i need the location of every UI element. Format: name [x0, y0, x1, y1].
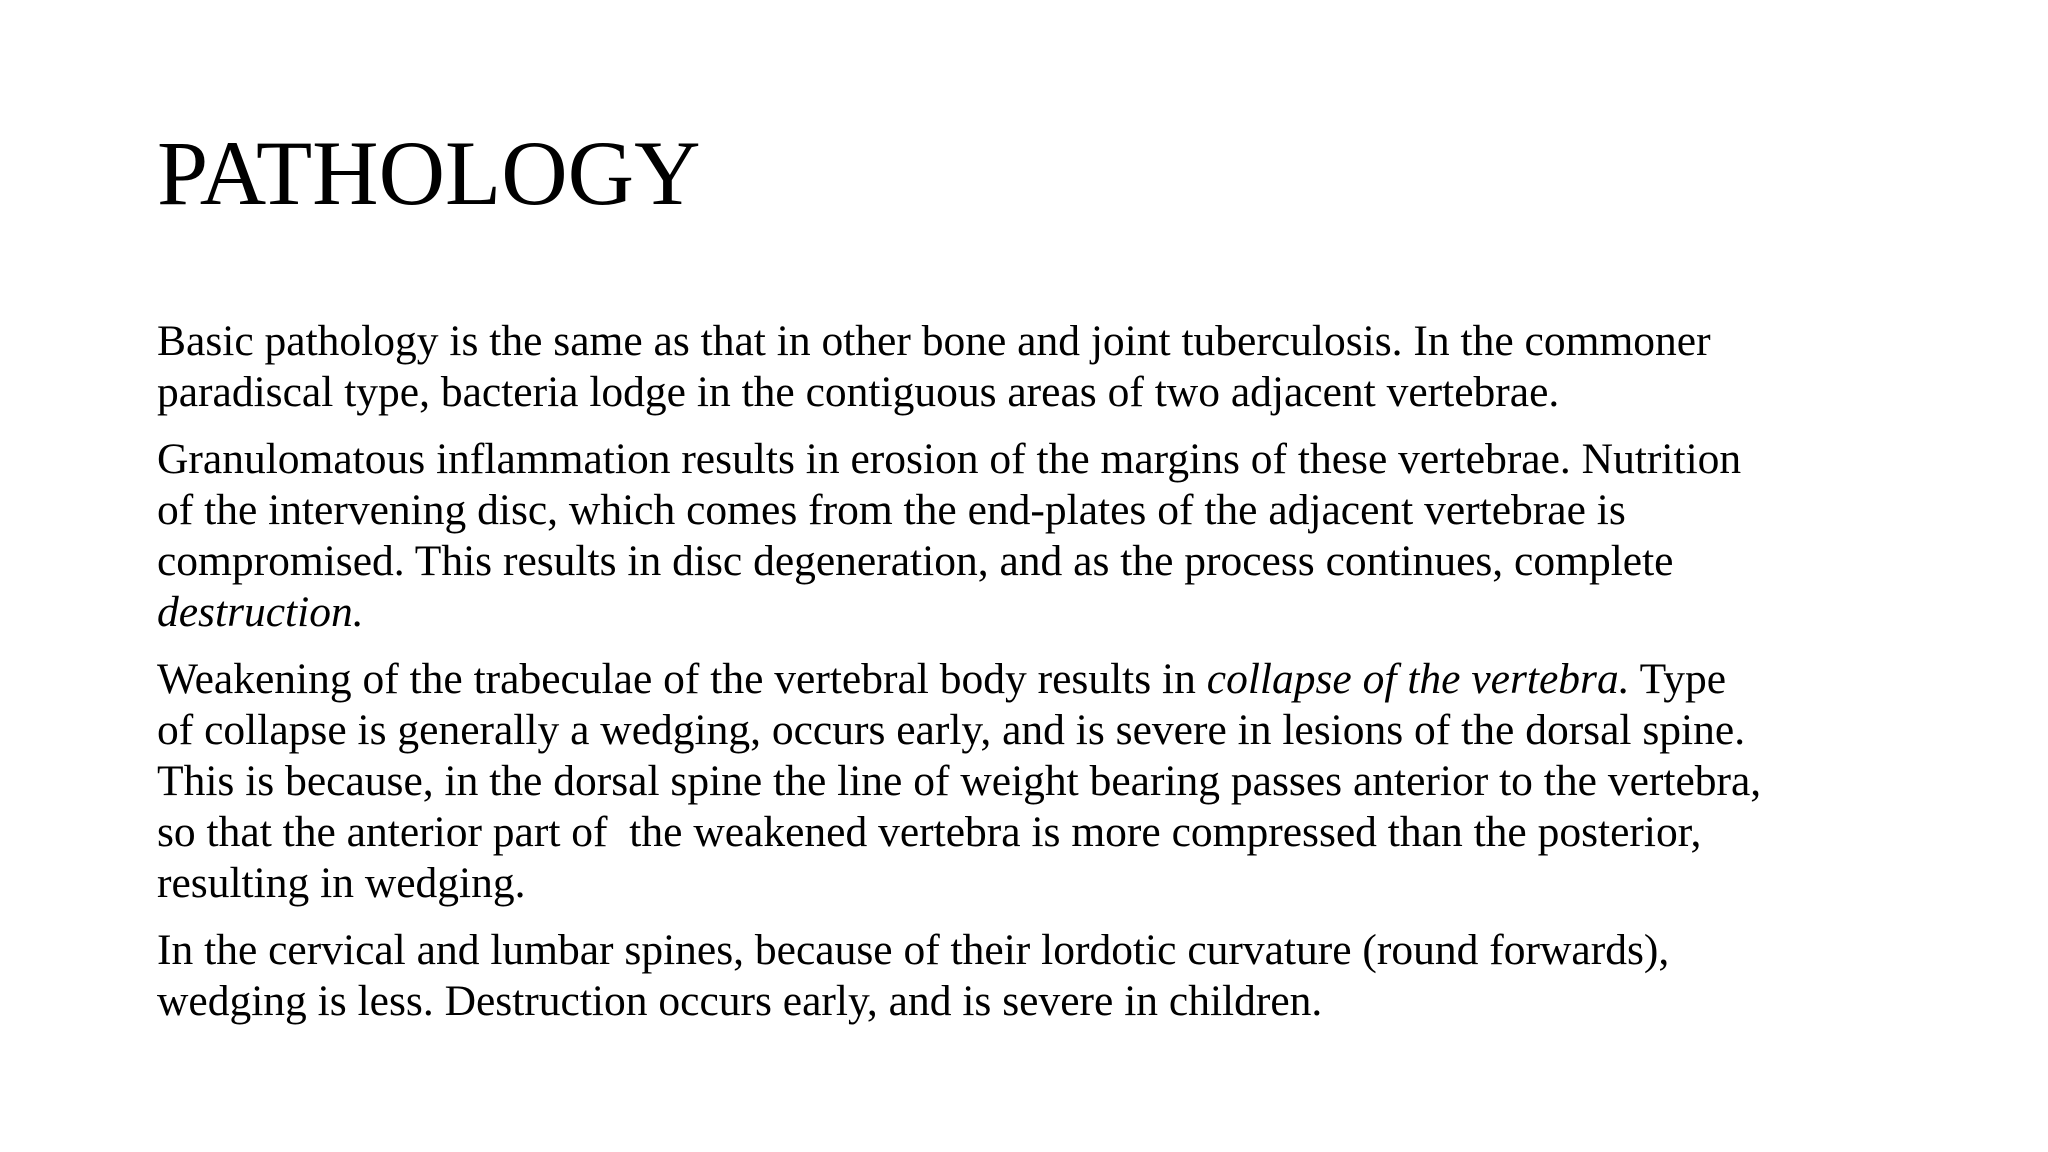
text-run: of the intervening disc, which comes from the end-plates of the adjacent vertebrae is — [157, 486, 1626, 534]
paragraph — [157, 925, 1917, 1027]
slide-title: PATHOLOGY — [157, 122, 701, 224]
text-line — [157, 536, 1917, 587]
text-run: Type — [1629, 655, 1727, 703]
text-line — [157, 976, 1917, 1027]
text-run: so that the anterior part of the weakened vertebra is more compressed than the posterior, — [157, 808, 1702, 856]
text-line — [157, 434, 1917, 485]
italic-text-run: destruction. — [157, 588, 364, 636]
italic-text-run: collapse of the vertebra. — [1206, 655, 1630, 703]
text-line — [157, 705, 1917, 756]
text-line — [157, 858, 1917, 909]
text-line — [157, 367, 1917, 418]
text-run: compromised. This results in disc degeneration, and as the process continues, complete — [157, 537, 1674, 585]
text-line — [157, 587, 1917, 638]
text-run: of collapse is generally a wedging, occurs early, and is severe in lesions of the dorsal spine. — [157, 706, 1746, 754]
text-line — [157, 756, 1917, 807]
text-line — [157, 807, 1917, 858]
paragraph — [157, 434, 1917, 638]
text-run: Weakening of the trabeculae of the vertebral body results in — [157, 655, 1207, 703]
text-run: In the cervical and lumbar spines, because of their lordotic curvature (round forwards), — [157, 926, 1670, 974]
text-line — [157, 654, 1917, 705]
text-line — [157, 485, 1917, 536]
text-run: paradiscal type, bacteria lodge in the contiguous areas of two adjacent vertebrae. — [157, 368, 1560, 416]
paragraph — [157, 654, 1917, 909]
text-run: Basic pathology is the same as that in other bone and joint tuberculosis. In the commoner — [157, 317, 1711, 365]
text-line — [157, 925, 1917, 976]
text-run: Granulomatous inflammation results in erosion of the margins of these vertebrae. Nutrition — [157, 435, 1742, 483]
text-run: resulting in wedging. — [157, 859, 526, 907]
text-run: wedging is less. Destruction occurs early, and is severe in children. — [157, 977, 1323, 1025]
paragraph — [157, 316, 1917, 418]
text-run: This is because, in the dorsal spine the line of weight bearing passes anterior to the vertebra, — [157, 757, 1762, 805]
text-line — [157, 316, 1917, 367]
slide-body — [157, 316, 1917, 1043]
